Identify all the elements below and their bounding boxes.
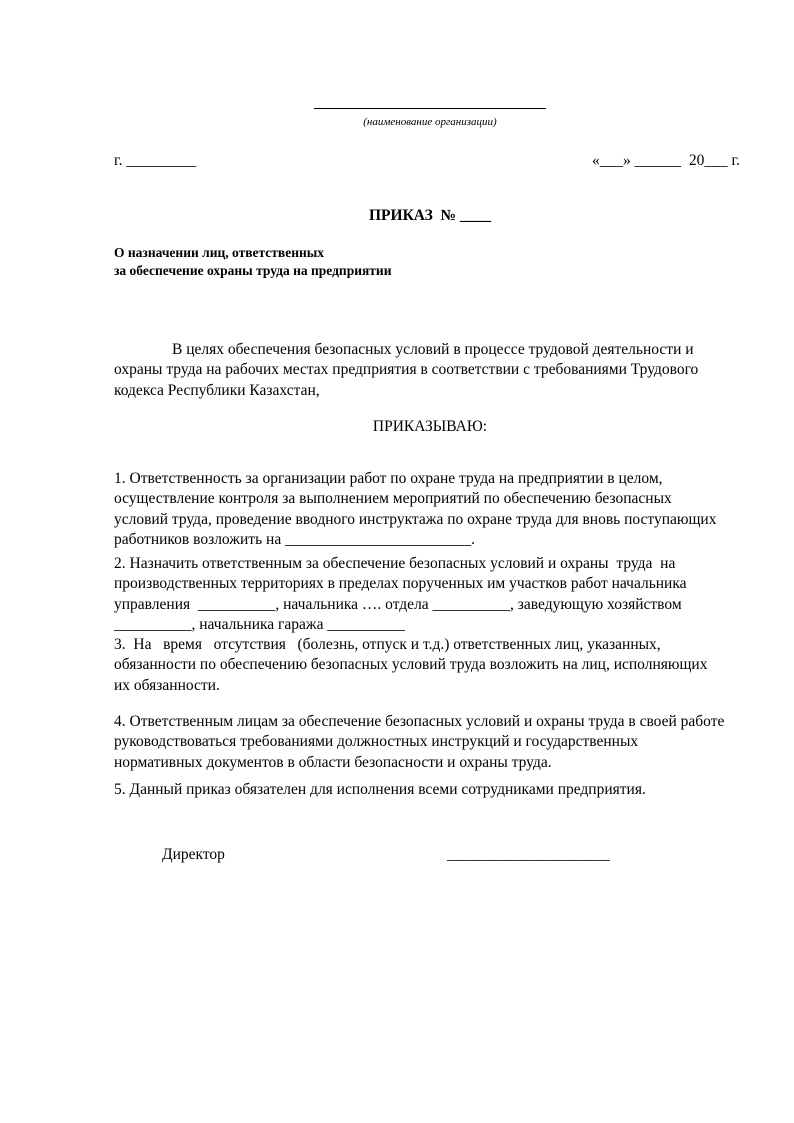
item-line: работников возложить на ________________________. xyxy=(114,531,475,549)
order-subject-line: О назначении лиц, ответственных xyxy=(114,245,325,260)
organization-name-line xyxy=(314,108,546,109)
order-item-2 xyxy=(114,554,749,636)
signature-line: _____________________ xyxy=(447,846,610,863)
item-line: условий труда, проведение вводного инструктажа по охране труда для вновь поступающих xyxy=(114,510,717,528)
item-line: руководствоваться требованиями должностных инструкций и государственных xyxy=(114,733,639,751)
order-subject xyxy=(114,244,391,280)
item-line: 5. Данный приказ обязателен для исполнения всеми сотрудниками предприятия. xyxy=(114,781,646,798)
item-line: нормативных документов в области безопасности и охраны труда. xyxy=(114,753,552,771)
item-line: 3. На время отсутствия (болезнь, отпуск и т.д.) ответственных лиц, указанных, xyxy=(114,636,661,653)
date-field: «___» ______ 20___ г. xyxy=(592,152,740,169)
item-line: их обязанности. xyxy=(114,676,220,694)
item-line: __________, начальника гаража __________ xyxy=(114,616,405,634)
item-line: обязанности по обеспечению безопасных условий труда возложить на лиц, исполняющих xyxy=(114,656,708,674)
orders-heading: ПРИКАЗЫВАЮ: xyxy=(372,418,488,435)
order-item-3 xyxy=(114,635,749,696)
preamble-line: В целях обеспечения безопасных условий в процессе трудовой деятельности и xyxy=(172,341,694,358)
preamble-line: кодекса Республики Казахстан, xyxy=(114,381,320,399)
order-subject-line: за обеспечение охраны труда на предприятии xyxy=(114,263,392,278)
item-line: 4. Ответственным лицам за обеспечение безопасных условий и охраны труда в своей работе xyxy=(114,713,725,730)
item-line: 2. Назначить ответственным за обеспечение безопасных условий и охраны труда на xyxy=(114,555,676,572)
item-line: осуществление контроля за выполнением мероприятий по обеспечению безопасных xyxy=(114,490,672,508)
order-title: ПРИКАЗ № ____ xyxy=(368,207,491,224)
order-item-4 xyxy=(114,712,754,773)
item-line: 1. Ответственность за организации работ по охране труда на предприятии в целом, xyxy=(114,470,663,487)
order-item-1 xyxy=(114,469,749,551)
item-line: управления __________, начальника …. отдела __________, заведующую хозяйством xyxy=(114,595,682,613)
organization-caption: (наименование организации) xyxy=(363,116,497,128)
preamble-paragraph xyxy=(114,340,749,401)
city-field: г. _________ xyxy=(114,152,197,169)
item-line: производственных территориях в пределах порученных им участков работ начальника xyxy=(114,575,687,593)
order-item-5 xyxy=(114,780,749,800)
director-label: Директор xyxy=(162,846,225,863)
preamble-line: охраны труда на рабочих местах предприятия в соответствии с требованиями Трудового xyxy=(114,361,699,379)
